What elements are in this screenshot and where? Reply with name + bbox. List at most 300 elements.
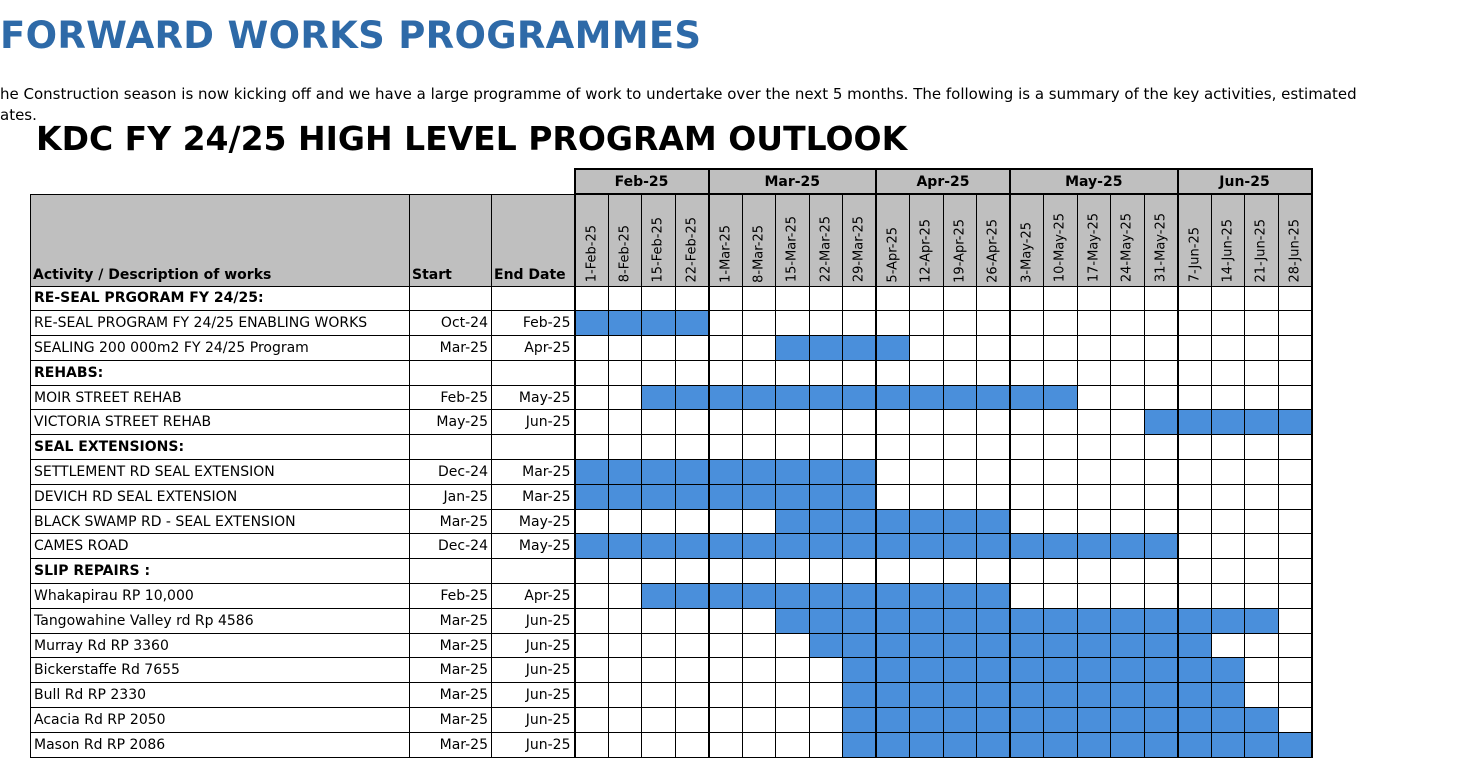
activity-row: [31, 683, 1312, 708]
gantt-empty-cell: [709, 732, 743, 757]
gantt-empty-cell: [1010, 484, 1044, 509]
program-gantt-table: [30, 168, 1313, 758]
gantt-empty-cell: [1010, 410, 1044, 435]
start-date: Dec-24: [410, 460, 492, 485]
gantt-empty-cell: [1010, 360, 1044, 385]
gantt-bar-cell: [977, 708, 1011, 733]
gantt-empty-cell: [776, 435, 810, 460]
week-header: [1111, 194, 1145, 286]
gantt-empty-cell: [1144, 385, 1178, 410]
gantt-empty-cell: [709, 311, 743, 336]
activity-name: MOIR STREET REHAB: [31, 385, 410, 410]
gantt-empty-cell: [1010, 336, 1044, 361]
gantt-empty-cell: [608, 559, 642, 584]
gantt-bar-cell: [1211, 658, 1245, 683]
activity-name: RE-SEAL PROGRAM FY 24/25 ENABLING WORKS: [31, 311, 410, 336]
gantt-empty-cell: [1144, 460, 1178, 485]
gantt-empty-cell: [1245, 484, 1279, 509]
gantt-empty-cell: [675, 708, 709, 733]
gantt-empty-cell: [709, 509, 743, 534]
gantt-empty-cell: [1245, 534, 1279, 559]
week-label: 8-Feb-25: [617, 225, 633, 283]
gantt-bar-cell: [608, 311, 642, 336]
gantt-empty-cell: [776, 683, 810, 708]
gantt-empty-cell: [1010, 435, 1044, 460]
section-label: SEAL EXTENSIONS:: [31, 435, 410, 460]
gantt-bar-cell: [943, 683, 977, 708]
gantt-bar-cell: [1077, 658, 1111, 683]
gantt-empty-cell: [1077, 410, 1111, 435]
gantt-bar-cell: [1111, 658, 1145, 683]
activity-row: [31, 633, 1312, 658]
gantt-empty-cell: [1111, 336, 1145, 361]
gantt-empty-cell: [642, 683, 676, 708]
gantt-bar-cell: [977, 732, 1011, 757]
start-date: Mar-25: [410, 683, 492, 708]
gantt-empty-cell: [642, 360, 676, 385]
start-date: Feb-25: [410, 385, 492, 410]
start-date: Mar-25: [410, 732, 492, 757]
activity-row: [31, 336, 1312, 361]
week-header: [1044, 194, 1078, 286]
gantt-empty-cell: [1077, 584, 1111, 609]
gantt-bar-cell: [1144, 708, 1178, 733]
gantt-empty-cell: [642, 732, 676, 757]
start-date: Mar-25: [410, 658, 492, 683]
week-label: 1-Feb-25: [584, 225, 599, 283]
gantt-empty-cell: [1278, 460, 1312, 485]
section-row: [31, 286, 1312, 311]
gantt-empty-cell: [1077, 460, 1111, 485]
gantt-empty-cell: [575, 385, 609, 410]
gantt-empty-cell: [742, 435, 776, 460]
gantt-empty-cell: [1044, 559, 1078, 584]
gantt-empty-cell: [1111, 584, 1145, 609]
gantt-empty-cell: [742, 683, 776, 708]
gantt-empty-cell: [1111, 460, 1145, 485]
gantt-empty-cell: [709, 435, 743, 460]
gantt-empty-cell: [843, 559, 877, 584]
week-label: 7-Jun-25: [1187, 227, 1202, 283]
start-date: Feb-25: [410, 584, 492, 609]
gantt-empty-cell: [675, 732, 709, 757]
gantt-bar-cell: [809, 534, 843, 559]
gantt-bar-cell: [809, 509, 843, 534]
gantt-empty-cell: [675, 633, 709, 658]
week-header: [1010, 194, 1044, 286]
gantt-bar-cell: [910, 732, 944, 757]
gantt-empty-cell: [1178, 385, 1212, 410]
gantt-bar-cell: [1044, 708, 1078, 733]
gantt-bar-cell: [843, 732, 877, 757]
gantt-empty-cell: [1278, 286, 1312, 311]
end-date: Jun-25: [492, 608, 575, 633]
gantt-empty-cell: [608, 683, 642, 708]
gantt-empty-cell: [742, 410, 776, 435]
gantt-empty-cell: [1245, 509, 1279, 534]
gantt-empty-cell: [809, 286, 843, 311]
gantt-bar-cell: [910, 683, 944, 708]
activity-name: DEVICH RD SEAL EXTENSION: [31, 484, 410, 509]
gantt-bar-cell: [1245, 708, 1279, 733]
week-label: 1-Mar-25: [718, 224, 733, 283]
gantt-empty-cell: [943, 484, 977, 509]
gantt-bar-cell: [575, 534, 609, 559]
gantt-empty-cell: [1278, 658, 1312, 683]
program-outlook-title: KDC FY 24/25 HIGH LEVEL PROGRAM OUTLOOK: [36, 119, 908, 158]
gantt-empty-cell: [742, 509, 776, 534]
gantt-bar-cell: [1178, 708, 1212, 733]
gantt-empty-cell: [1245, 584, 1279, 609]
activity-name: CAMES ROAD: [31, 534, 410, 559]
gantt-empty-cell: [1044, 336, 1078, 361]
gantt-bar-cell: [843, 584, 877, 609]
section-row: [31, 360, 1312, 385]
gantt-bar-cell: [776, 484, 810, 509]
gantt-empty-cell: [709, 286, 743, 311]
activity-name: SEALING 200 000m2 FY 24/25 Program: [31, 336, 410, 361]
gantt-bar-cell: [608, 484, 642, 509]
gantt-empty-cell: [1278, 435, 1312, 460]
week-label: 22-Feb-25: [684, 217, 699, 283]
gantt-empty-cell: [608, 658, 642, 683]
gantt-empty-cell: [608, 708, 642, 733]
week-header: [809, 194, 843, 286]
gantt-empty-cell: [977, 460, 1011, 485]
gantt-empty-cell: [809, 360, 843, 385]
gantt-empty-cell: [1044, 410, 1078, 435]
month-header: Jun-25: [1178, 169, 1312, 194]
end-date: Jun-25: [492, 658, 575, 683]
end-date: Jun-25: [492, 732, 575, 757]
gantt-empty-cell: [709, 410, 743, 435]
gantt-bar-cell: [1144, 410, 1178, 435]
gantt-bar-cell: [776, 534, 810, 559]
gantt-empty-cell: [675, 683, 709, 708]
week-label: 29-Mar-25: [851, 216, 867, 283]
gantt-bar-cell: [1111, 608, 1145, 633]
gantt-bar-cell: [943, 708, 977, 733]
gantt-empty-cell: [876, 410, 910, 435]
gantt-empty-cell: [1010, 584, 1044, 609]
section-row: [31, 559, 1312, 584]
gantt-empty-cell: [1144, 360, 1178, 385]
gantt-empty-cell: [742, 286, 776, 311]
gantt-bar-cell: [709, 484, 743, 509]
gantt-bar-cell: [1211, 683, 1245, 708]
gantt-empty-cell: [575, 683, 609, 708]
gantt-empty-cell: [776, 633, 810, 658]
gantt-bar-cell: [742, 584, 776, 609]
gantt-empty-cell: [608, 385, 642, 410]
gantt-bar-cell: [943, 534, 977, 559]
gantt-empty-cell: [575, 708, 609, 733]
document-title: FORWARD WORKS PROGRAMMES: [0, 14, 702, 57]
gantt-empty-cell: [910, 559, 944, 584]
gantt-empty-cell: [1178, 460, 1212, 485]
start-date: Mar-25: [410, 509, 492, 534]
gantt-bar-cell: [1144, 683, 1178, 708]
gantt-empty-cell: [575, 584, 609, 609]
gantt-empty-cell: [608, 435, 642, 460]
gantt-empty-cell: [1178, 559, 1212, 584]
gantt-empty-cell: [1211, 559, 1245, 584]
gantt-empty-cell: [977, 286, 1011, 311]
gantt-empty-cell: [642, 559, 676, 584]
gantt-empty-cell: [910, 286, 944, 311]
gantt-empty-cell: [1144, 559, 1178, 584]
gantt-empty-cell: [776, 732, 810, 757]
gantt-empty-cell: [1044, 311, 1078, 336]
gantt-empty-cell: [776, 658, 810, 683]
gantt-bar-cell: [943, 633, 977, 658]
activity-row: [31, 509, 1312, 534]
start-date: Mar-25: [410, 633, 492, 658]
gantt-bar-cell: [809, 584, 843, 609]
gantt-bar-cell: [1178, 658, 1212, 683]
week-header: [876, 194, 910, 286]
intro-line-1: he Construction season is now kicking off and we have a large programme of work to undertake over the next 5 months. The following is a summary of the key activities, estimated: [0, 85, 1357, 103]
gantt-empty-cell: [1245, 658, 1279, 683]
gantt-bar-cell: [1245, 410, 1279, 435]
gantt-empty-cell: [742, 633, 776, 658]
gantt-empty-cell: [1010, 460, 1044, 485]
week-label: 3-May-25: [1019, 221, 1035, 283]
activity-name: Bickerstaffe Rd 7655: [31, 658, 410, 683]
gantt-bar-cell: [1077, 633, 1111, 658]
gantt-empty-cell: [1010, 559, 1044, 584]
gantt-empty-cell: [575, 286, 609, 311]
start-column-header: Start: [410, 194, 492, 286]
gantt-empty-cell: [1044, 435, 1078, 460]
gantt-empty-cell: [675, 608, 709, 633]
gantt-bar-cell: [977, 385, 1011, 410]
gantt-bar-cell: [843, 608, 877, 633]
gantt-empty-cell: [843, 435, 877, 460]
end-date: Mar-25: [492, 484, 575, 509]
week-label: 21-Jun-25: [1253, 218, 1269, 283]
gantt-empty-cell: [910, 360, 944, 385]
section-label: SLIP REPAIRS :: [31, 559, 410, 584]
gantt-bar-cell: [876, 608, 910, 633]
gantt-bar-cell: [1111, 732, 1145, 757]
gantt-empty-cell: [608, 732, 642, 757]
gantt-empty-cell: [1111, 559, 1145, 584]
end-date: [492, 286, 575, 311]
gantt-bar-cell: [642, 311, 676, 336]
gantt-bar-cell: [1010, 608, 1044, 633]
gantt-empty-cell: [1245, 435, 1279, 460]
gantt-bar-cell: [1044, 534, 1078, 559]
gantt-empty-cell: [642, 410, 676, 435]
gantt-bar-cell: [843, 484, 877, 509]
gantt-empty-cell: [809, 683, 843, 708]
gantt-bar-cell: [1245, 608, 1279, 633]
gantt-empty-cell: [843, 311, 877, 336]
gantt-empty-cell: [977, 435, 1011, 460]
gantt-bar-cell: [977, 683, 1011, 708]
gantt-bar-cell: [943, 732, 977, 757]
gantt-empty-cell: [608, 286, 642, 311]
gantt-empty-cell: [1178, 360, 1212, 385]
gantt-bar-cell: [1178, 633, 1212, 658]
gantt-bar-cell: [1144, 534, 1178, 559]
gantt-empty-cell: [575, 633, 609, 658]
gantt-empty-cell: [1178, 509, 1212, 534]
gantt-bar-cell: [575, 484, 609, 509]
gantt-empty-cell: [1278, 608, 1312, 633]
gantt-bar-cell: [910, 708, 944, 733]
week-header: [608, 194, 642, 286]
gantt-bar-cell: [843, 708, 877, 733]
gantt-bar-cell: [1178, 608, 1212, 633]
gantt-empty-cell: [709, 608, 743, 633]
week-header: [977, 194, 1011, 286]
gantt-empty-cell: [809, 708, 843, 733]
start-date: Mar-25: [410, 708, 492, 733]
activity-row: [31, 708, 1312, 733]
gantt-empty-cell: [575, 658, 609, 683]
start-date: [410, 286, 492, 311]
gantt-bar-cell: [742, 534, 776, 559]
end-date: Jun-25: [492, 410, 575, 435]
week-label: 14-Jun-25: [1220, 218, 1236, 283]
gantt-empty-cell: [1144, 336, 1178, 361]
activity-row: [31, 410, 1312, 435]
gantt-bar-cell: [608, 534, 642, 559]
end-date: Jun-25: [492, 633, 575, 658]
end-date: Mar-25: [492, 460, 575, 485]
gantt-bar-cell: [809, 633, 843, 658]
gantt-empty-cell: [1245, 683, 1279, 708]
gantt-bar-cell: [876, 732, 910, 757]
gantt-bar-cell: [742, 460, 776, 485]
gantt-empty-cell: [1211, 435, 1245, 460]
gantt-bar-cell: [1010, 708, 1044, 733]
gantt-empty-cell: [943, 311, 977, 336]
gantt-bar-cell: [1044, 608, 1078, 633]
gantt-empty-cell: [709, 658, 743, 683]
gantt-bar-cell: [977, 658, 1011, 683]
gantt-empty-cell: [1044, 286, 1078, 311]
gantt-empty-cell: [977, 484, 1011, 509]
gantt-empty-cell: [742, 708, 776, 733]
week-header: [675, 194, 709, 286]
activity-column-header: Activity / Description of works: [31, 194, 410, 286]
gantt-bar-cell: [809, 336, 843, 361]
gantt-empty-cell: [1178, 286, 1212, 311]
gantt-bar-cell: [876, 534, 910, 559]
gantt-empty-cell: [876, 286, 910, 311]
gantt-empty-cell: [642, 435, 676, 460]
activity-row: [31, 584, 1312, 609]
gantt-bar-cell: [843, 385, 877, 410]
end-date: [492, 360, 575, 385]
gantt-bar-cell: [675, 311, 709, 336]
gantt-bar-cell: [876, 385, 910, 410]
week-header: [843, 194, 877, 286]
gantt-empty-cell: [742, 311, 776, 336]
gantt-empty-cell: [1077, 286, 1111, 311]
gantt-empty-cell: [1077, 559, 1111, 584]
intro-line-2: ates.: [0, 106, 37, 124]
gantt-bar-cell: [776, 460, 810, 485]
gantt-empty-cell: [943, 360, 977, 385]
gantt-empty-cell: [1010, 509, 1044, 534]
gantt-bar-cell: [709, 385, 743, 410]
activity-name: Mason Rd RP 2086: [31, 732, 410, 757]
gantt-empty-cell: [675, 559, 709, 584]
gantt-bar-cell: [709, 534, 743, 559]
gantt-bar-cell: [1077, 708, 1111, 733]
week-header: [575, 194, 609, 286]
end-date: Feb-25: [492, 311, 575, 336]
gantt-empty-cell: [675, 658, 709, 683]
gantt-bar-cell: [843, 683, 877, 708]
gantt-bar-cell: [1144, 732, 1178, 757]
gantt-empty-cell: [1111, 484, 1145, 509]
gantt-bar-cell: [843, 460, 877, 485]
gantt-empty-cell: [642, 658, 676, 683]
gantt-empty-cell: [1211, 360, 1245, 385]
gantt-empty-cell: [1144, 484, 1178, 509]
gantt-empty-cell: [642, 286, 676, 311]
gantt-bar-cell: [776, 608, 810, 633]
gantt-empty-cell: [575, 608, 609, 633]
gantt-bar-cell: [809, 484, 843, 509]
gantt-empty-cell: [876, 559, 910, 584]
gantt-empty-cell: [742, 336, 776, 361]
gantt-bar-cell: [977, 509, 1011, 534]
gantt-empty-cell: [1111, 360, 1145, 385]
start-date: May-25: [410, 410, 492, 435]
week-header: [1178, 194, 1212, 286]
gantt-empty-cell: [910, 311, 944, 336]
gantt-empty-cell: [776, 360, 810, 385]
week-header: [742, 194, 776, 286]
gantt-empty-cell: [910, 336, 944, 361]
gantt-empty-cell: [1077, 360, 1111, 385]
gantt-empty-cell: [843, 286, 877, 311]
gantt-bar-cell: [642, 534, 676, 559]
gantt-bar-cell: [1010, 633, 1044, 658]
gantt-bar-cell: [776, 385, 810, 410]
gantt-empty-cell: [575, 732, 609, 757]
gantt-empty-cell: [1278, 484, 1312, 509]
gantt-empty-cell: [876, 360, 910, 385]
gantt-empty-cell: [1211, 484, 1245, 509]
gantt-empty-cell: [608, 360, 642, 385]
gantt-empty-cell: [1178, 435, 1212, 460]
gantt-empty-cell: [943, 336, 977, 361]
activity-row: [31, 484, 1312, 509]
gantt-empty-cell: [876, 435, 910, 460]
gantt-empty-cell: [1077, 336, 1111, 361]
gantt-empty-cell: [1111, 435, 1145, 460]
gantt-bar-cell: [977, 633, 1011, 658]
gantt-empty-cell: [675, 360, 709, 385]
month-header-row: [31, 169, 1312, 194]
week-header: [709, 194, 743, 286]
gantt-empty-cell: [575, 336, 609, 361]
section-row: [31, 435, 1312, 460]
gantt-empty-cell: [1178, 484, 1212, 509]
gantt-empty-cell: [742, 732, 776, 757]
gantt-bar-cell: [876, 336, 910, 361]
gantt-bar-cell: [1077, 534, 1111, 559]
section-label: RE-SEAL PRGORAM FY 24/25:: [31, 286, 410, 311]
gantt-bar-cell: [1077, 683, 1111, 708]
